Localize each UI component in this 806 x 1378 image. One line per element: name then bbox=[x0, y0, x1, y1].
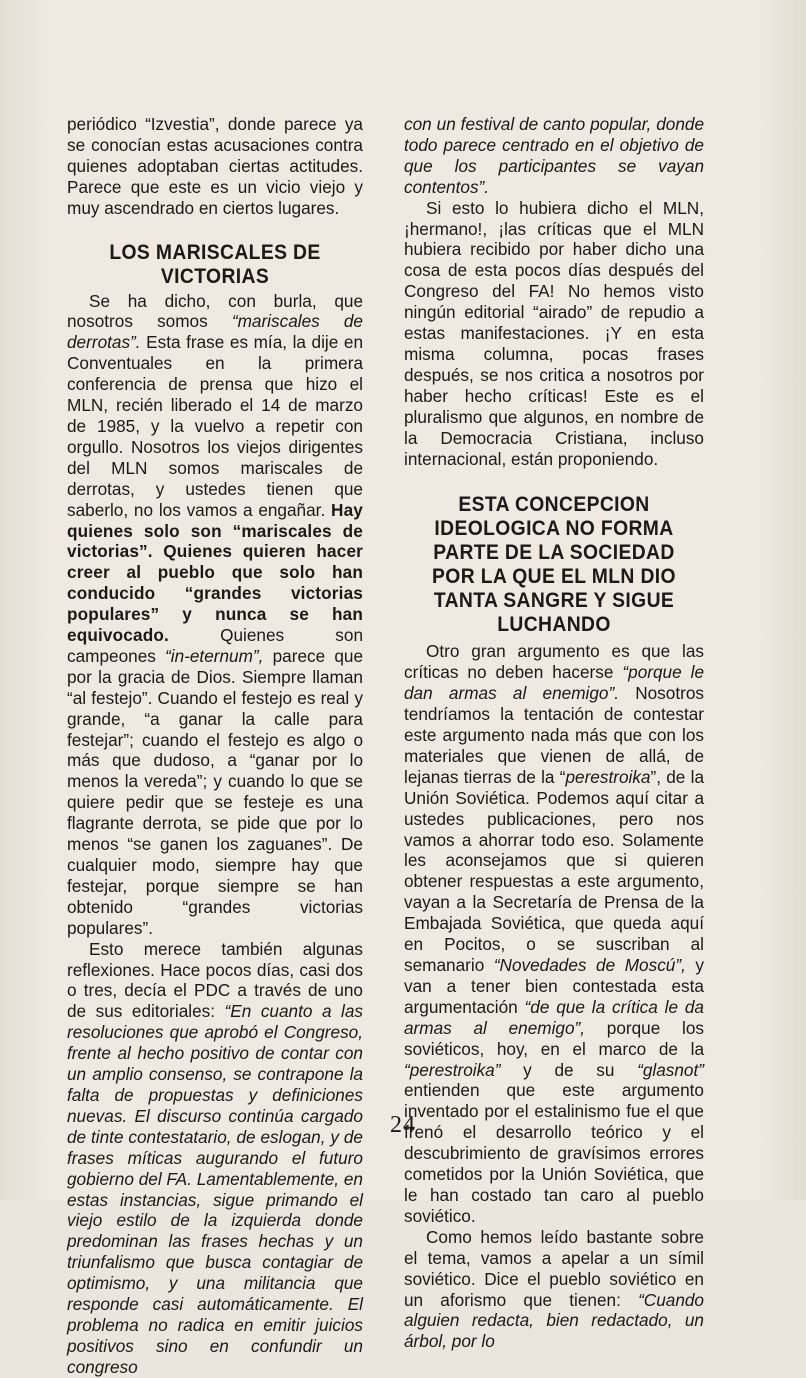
text-run: entienden que este argumento inventado por el estalinismo fue el que frenó el desarrollo teórico y el descubrimiento de gravísimos errores cometidos por la Unión Soviética, que le han costado tan caro al pueblo soviético. bbox=[404, 1080, 704, 1226]
text-run: parece que por la gracia de Dios. Siempre llaman “al festejo”. Cuando el festejo es real y grande, “a ganar la calle para festejar”; cuando el festejo es algo o más que dudoso, a “ganar por lo menos la vereda”; y cuando lo que se quiere pedir que se festeje es una flagrante derrota, se pide que por lo menos “se ganen los zaguanes”. De cualquier modo, siempre hay que festejar, porque siempre se han obtenido “grandes victorias populares”. bbox=[67, 645, 364, 938]
text-run: Esta frase es mía, la dije en Conventuales en la primera conferencia de prensa que hizo el MLN, recién liberado el 14 de marzo de 1985, y la vuelvo a repetir con orgullo. Nosotros los viejos dirigentes del MLN somos mariscales de derrotas, y ustedes tienen que saberlo, no los vamos a engañar. bbox=[67, 332, 363, 520]
italic-quote: “En cuanto a las resoluciones que aprobó el Congreso, frente al hecho positivo de contar con un amplio consenso, se contrapone la falta de propuestas y definiciones nuevas. El discurso continúa cargado de tinte contestatario, de eslogan, y de frases míticas augurando el futuro gobierno del FA. Lamentablemente, en estas instancias, sigue primando el viejo estilo de la izquierda donde predominan las frases hechas y un triunfalismo que busca contagiar de optimismo, y una militancia que responde casi automáticamente. El problema no radica en emitir juicios positivos sino en confundir un congreso bbox=[67, 1001, 363, 1377]
text-run: ”, de la Unión Soviética. Podemos aquí citar a ustedes publicaciones, pero nos vamos a ahorrar todo eso. Solamente les aconsejamos que si quieren obtener respuestas a este argumento, vayan a la Secretaría de Prensa de la Embajada Soviética, que queda aquí en Pocitos, o se suscriban al semanario bbox=[404, 766, 705, 975]
italic-run: “glasnot” bbox=[637, 1059, 704, 1080]
section-heading-concepcion: ESTA CONCEPCION IDEOLOGICA NO FORMA PARTE DE LA SOCIEDAD POR LA QUE EL MLN DIO TANTA SANGRE Y SIGUE LUCHANDO bbox=[432, 493, 676, 637]
left-column bbox=[67, 114, 363, 1378]
text-run: Otro gran argumento es que las críticas no deben hacerse bbox=[404, 641, 704, 683]
text-run: porque los soviéticos, hoy, en el marco de la bbox=[404, 1017, 704, 1059]
paragraph bbox=[404, 1227, 704, 1352]
text-run: Quienes son campeones bbox=[67, 625, 363, 666]
text-run: Se ha dicho, con burla, que nosotros somos bbox=[67, 290, 363, 332]
paragraph: Si esto lo hubiera dicho el MLN, ¡hermano!, ¡las críticas que el MLN hubiera recibido por haber dicho una cosa de esta pocos días después del Congreso del FA! No hemos visto ningún editorial “airado” de repudio a estas manifestaciones. ¡Y en esta misma columna, pocas frases después, se nos critica a nosotros por haber hecho críticas! Este es el pluralismo que algunos, en nombre de la Democracia Cristiana, incluso internacional, están proponiendo. bbox=[404, 197, 704, 469]
italic-run: “mariscales de derrotas”. bbox=[67, 311, 363, 353]
bold-run: Hay quienes solo son “mariscales de victorias”. Quienes quieren hacer creer al pueblo que solo han conducido “grandes victorias populares” y nunca se han equivocado. bbox=[67, 499, 363, 646]
italic-run: “in-eternum”, bbox=[165, 645, 264, 666]
italic-run: “porque le dan armas al enemigo”. bbox=[404, 662, 705, 704]
section-heading-mariscales: LOS MARISCALES DE VICTORIAS bbox=[109, 240, 321, 288]
text-run: y van a tener bien contestada esta argumentación bbox=[404, 955, 704, 1017]
italic-run: “de que la crítica le da armas al enemigo”, bbox=[404, 996, 704, 1038]
right-column bbox=[404, 114, 704, 1352]
italic-run: “Novedades de Moscú”, bbox=[493, 955, 686, 975]
text-run: y de su bbox=[500, 1059, 638, 1080]
page-number: 24 bbox=[390, 1112, 416, 1138]
paragraph: con un festival de canto popular, donde todo parece centrado en el objetivo de que los participantes se vayan contentos”. bbox=[404, 114, 704, 197]
paragraph bbox=[67, 939, 363, 1378]
paragraph bbox=[67, 291, 363, 939]
italic-run: “perestroika” bbox=[404, 1059, 501, 1080]
italic-run: “Cuando alguien redacta, bien redactado, un árbol, por lo bbox=[404, 1289, 704, 1352]
text-run: Nosotros tendríamos la tentación de contestar este argumento nada más que con los materiales que vienen de allá, de lejanas tierras de la “ bbox=[404, 683, 704, 787]
italic-run: perestroika bbox=[565, 766, 651, 787]
paragraph: periódico “Izvestia”, donde parece ya se conocían estas acusaciones contra quienes adoptaban ciertas actitudes. Parece que este es un vicio viejo y muy ascendrado en ciertos lugares. bbox=[67, 114, 363, 218]
text-run: Esto merece también algunas reflexiones. Hace pocos días, casi dos o tres, decía el PDC a través de uno de sus editoriales: bbox=[67, 938, 363, 1022]
text-run: Como hemos leído bastante sobre el tema, vamos a apelar a un símil soviético. Dice el pueblo soviético en un aforismo que tienen: bbox=[404, 1226, 704, 1310]
